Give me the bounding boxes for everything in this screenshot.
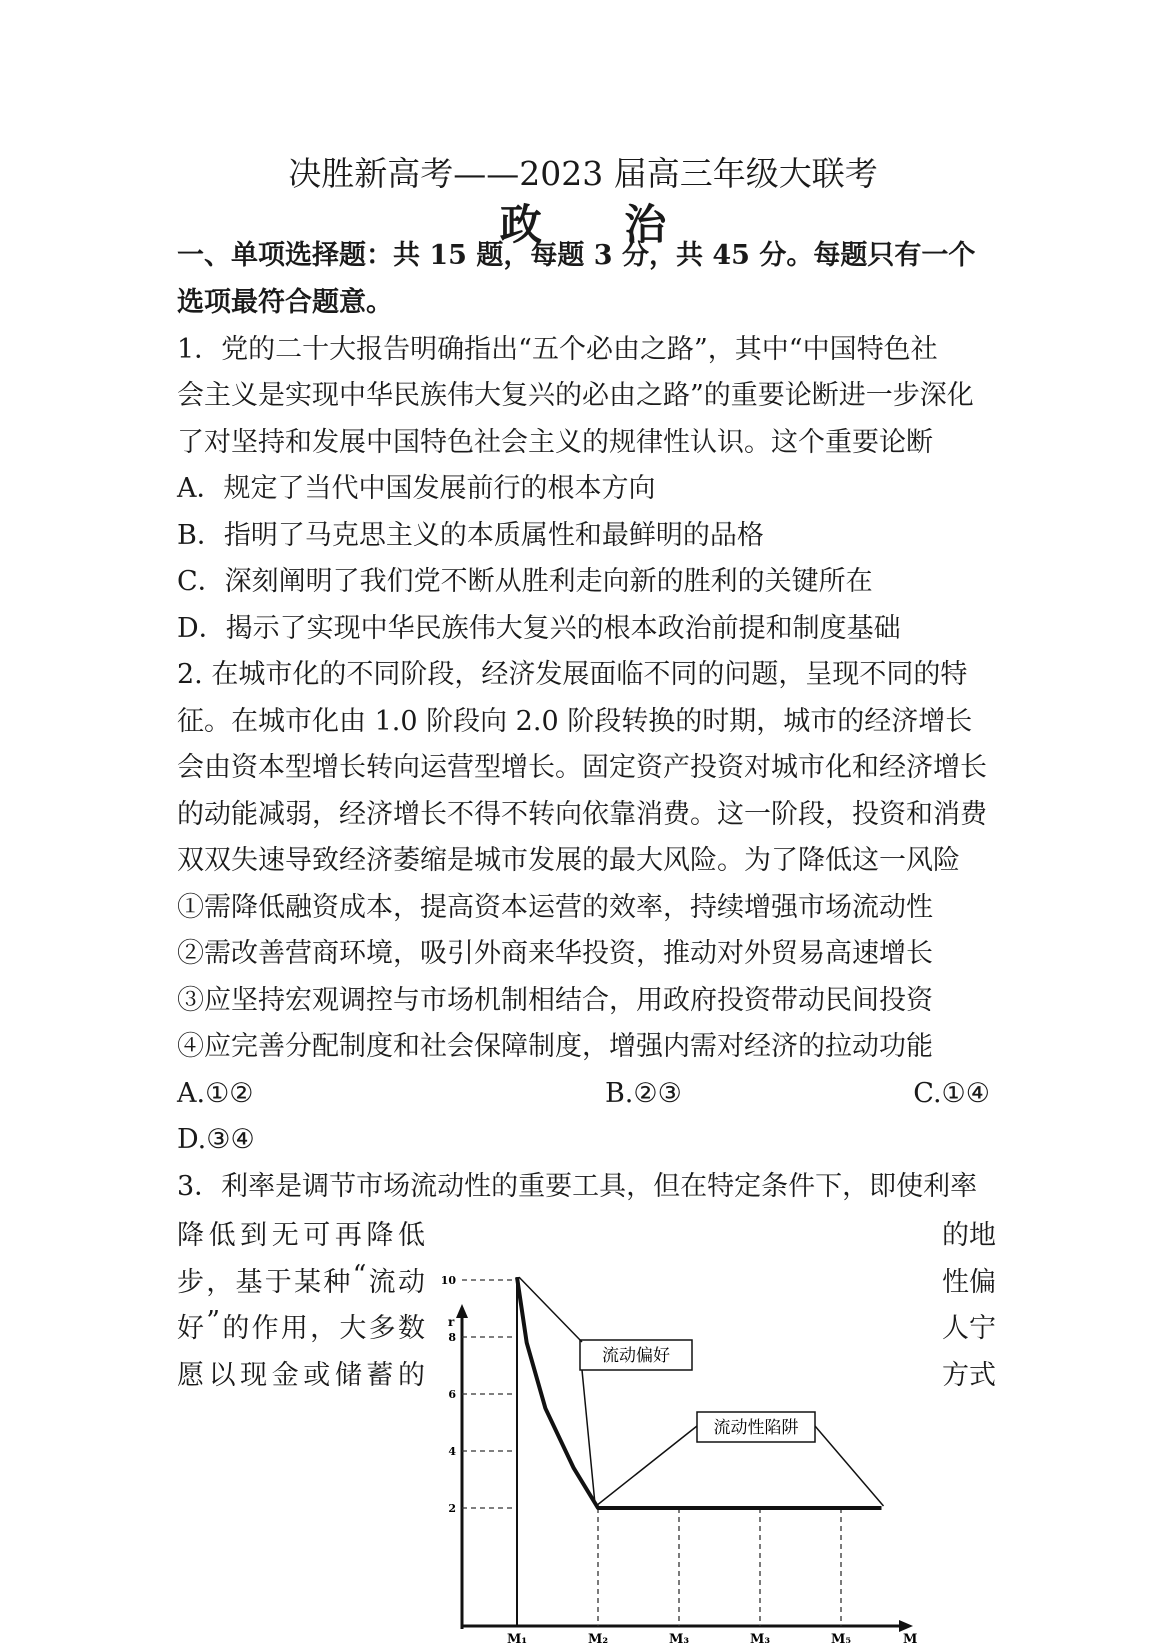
annotation-pointer: [815, 1426, 884, 1506]
q2-statement-4: ④应完善分配制度和社会保障制度，增强内需对经济的拉动功能: [177, 1031, 933, 1062]
q3-stem-line: 3．利率是调节市场流动性的重要工具，但在特定条件下，即使利率: [177, 1171, 978, 1202]
q3-left-text-line: 愿 以 现 金 或 储 蓄 的: [177, 1360, 425, 1391]
y-axis-arrow: [456, 1304, 468, 1318]
y-tick-label: 10: [440, 1274, 456, 1287]
x-tick-label: M₃: [749, 1632, 771, 1647]
q2-stem-line: 的动能减弱，经济增长不得不转向依靠消费。这一阶段，投资和消费: [177, 799, 987, 830]
q1-stem-line: 了对坚持和发展中国特色社会主义的规律性认识。这个重要论断: [177, 427, 933, 458]
x-tick-label: M₂: [587, 1632, 609, 1647]
q2-stem-line: 双双失速导致经济萎缩是城市发展的最大风险。为了降低这一风险: [177, 845, 960, 876]
q2-statement-1: ①需降低融资成本，提高资本运营的效率，持续增强市场流动性: [177, 892, 933, 923]
q3-left-text-line: 步 ， 基 于 某 种 “ 流 动: [177, 1260, 425, 1298]
q1-option-b: B．指明了马克思主义的本质属性和最鲜明的品格: [177, 520, 764, 551]
liquidity-preference-curve: [517, 1277, 882, 1508]
y-tick-label: 6: [448, 1388, 456, 1401]
q3-right-text-line: 的地: [942, 1220, 996, 1251]
y-tick-label: 2: [448, 1502, 456, 1515]
q2-choice-d: D.③④: [177, 1124, 255, 1155]
q1-stem-line: 会主义是实现中华民族伟大复兴的必由之路”的重要论断进一步深化: [177, 380, 974, 411]
annotation-trap: 流动性陷阱: [713, 1418, 799, 1438]
q1-option-d: D．揭示了实现中华民族伟大复兴的根本政治前提和制度基础: [177, 613, 901, 644]
q3-right-text-line: 性偏: [942, 1267, 996, 1298]
q2-choice-b: B.②③: [604, 1078, 682, 1109]
y-tick-label: 4: [448, 1445, 456, 1458]
q3-right-text-line: 人宁: [942, 1313, 996, 1344]
q2-statement-2: ②需改善营商环境，吸引外商来华投资，推动对外贸易高速增长: [177, 938, 933, 969]
q1-option-c: C．深刻阐明了我们党不断从胜利走向新的胜利的关键所在: [177, 566, 873, 597]
x-axis-label: M: [903, 1632, 918, 1647]
q3-right-text-line: 方式: [942, 1360, 996, 1391]
q2-choice-c: C.①④: [913, 1078, 990, 1109]
x-tick-label: M₅: [830, 1632, 852, 1647]
q2-stem-line: 2. 在城市化的不同阶段，经济发展面临不同的问题，呈现不同的特: [177, 659, 968, 690]
q2-choices-row: [177, 1074, 990, 1114]
y-tick-label: 8: [448, 1331, 456, 1344]
annotation-preference: 流动偏好: [602, 1346, 670, 1366]
q2-statement-3: ③应坚持宏观调控与市场机制相结合，用政府投资带动民间投资: [177, 985, 933, 1016]
annotation-pointer: [596, 1426, 697, 1506]
q3-left-text-line: 好 ” 的 作 用 ， 大 多 数: [177, 1306, 425, 1344]
x-tick-label: M₃: [668, 1632, 690, 1647]
section-instructions-line2: 选项最符合题意。: [177, 287, 393, 318]
liquidity-trap-chart: [425, 1274, 925, 1649]
q2-stem-line: 会由资本型增长转向运营型增长。固定资产投资对城市化和经济增长: [177, 752, 987, 783]
q3-left-text-line: 降 低 到 无 可 再 降 低: [177, 1220, 425, 1251]
q2-choice-a: A.①②: [177, 1078, 254, 1109]
exam-header: 决胜新高考——2023 届高三年级大联考: [288, 154, 878, 193]
annotation-pointer: [519, 1277, 582, 1342]
y-axis-label: r: [448, 1315, 455, 1329]
q2-stem-line: 征。在城市化由 1.0 阶段向 2.0 阶段转换的时期，城市的经济增长: [177, 706, 973, 737]
exam-subject: 政 治: [499, 200, 701, 249]
x-axis-arrow: [899, 1620, 913, 1632]
x-tick-label: M₁: [506, 1632, 528, 1647]
q1-stem-line: 1．党的二十大报告明确指出“五个必由之路”，其中“中国特色社: [177, 334, 938, 365]
section-instructions-line1: 一、单项选择题：共 15 题，每题 3 分，共 45 分。每题只有一个: [177, 240, 976, 271]
q1-option-a: A．规定了当代中国发展前行的根本方向: [177, 473, 656, 504]
